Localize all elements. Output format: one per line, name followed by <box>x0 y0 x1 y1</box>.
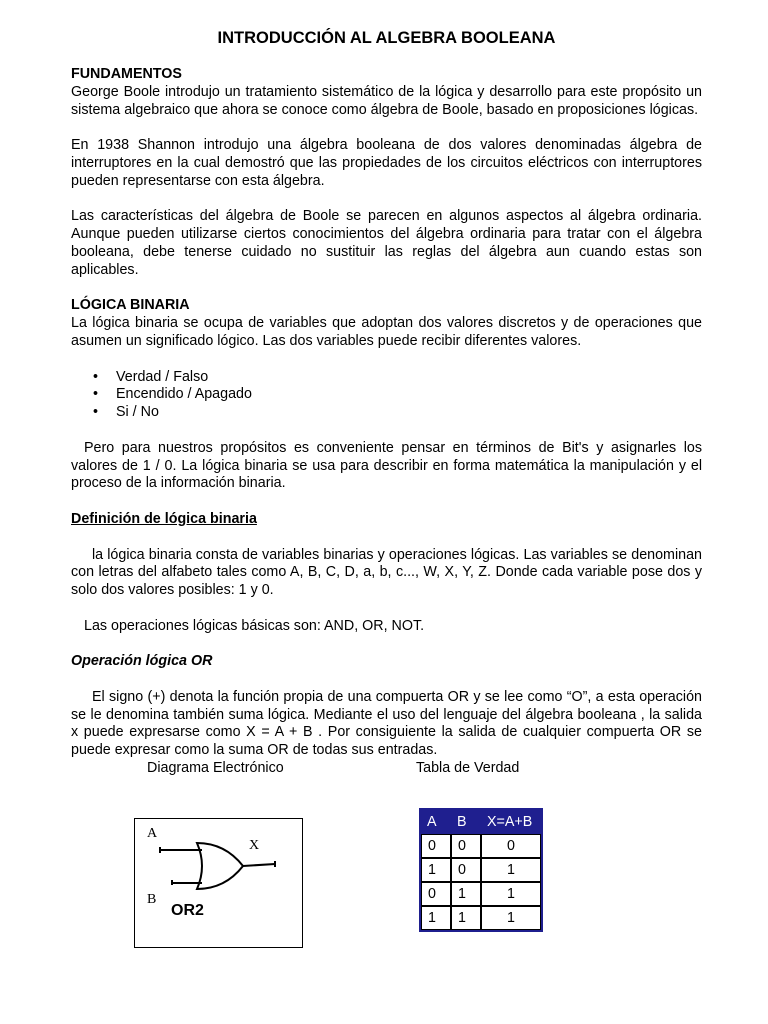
list-item: • Encendido / Apagado <box>116 386 702 404</box>
table-row <box>421 858 541 882</box>
document-page <box>71 28 702 780</box>
paragraph-definicion: la lógica binaria consta de variables binarias y operaciones lógicas. Las variables se denominan con letras del alfabeto tales como A, B, C, D, a, b, c..., W, X, Y, Z. Donde cada variable pose dos y solo dos valores posibles: 1 y 0. <box>71 546 702 599</box>
header-x: X=A+B <box>481 810 541 834</box>
cell-x: 0 <box>481 834 541 858</box>
list-item: • Si / No <box>116 404 702 422</box>
table-row <box>421 906 541 930</box>
figure-captions <box>71 760 702 780</box>
document-title: INTRODUCCIÓN AL ALGEBRA BOOLEANA <box>217 29 556 47</box>
paragraph-shannon: En 1938 Shannon introdujo una álgebra booleana de dos valores denominadas álgebra de interruptores en la cual demostró que las propiedades de los circuitos eléctricos con interruptores pueden representarse con esta álgebra. <box>71 137 702 189</box>
cell-x: 1 <box>481 882 541 906</box>
section-heading-logica-binaria: LÓGICA BINARIA <box>71 297 190 314</box>
paragraph-bits: Pero para nuestros propósitos es conveniente pensar en términos de Bit's y asignarles los valores de 1 / 0. La lógica binaria se usa para describir en forma matemática la manipulación y el proceso de la información binaria. <box>71 439 702 492</box>
gate-input-b-label: B <box>147 892 157 907</box>
output-wire <box>243 864 275 866</box>
section-heading-definicion: Definición de lógica binaria <box>71 510 257 527</box>
values-list <box>71 369 702 422</box>
paragraph-caracteristicas: Las características del álgebra de Boole se parecen en algunos aspectos al álgebra ordinaria. Aunque pueden utilizarse ciertos conocimientos del álgebra ordinaria para tratar con el álgebra booleana, debe tenerse cuidado no sustituir las reglas del álgebra aun cuando estas son aplicables. <box>71 208 702 278</box>
section-heading-fundamentos: FUNDAMENTOS <box>71 66 182 82</box>
cell-b: 0 <box>451 834 481 858</box>
or-gate-diagram <box>134 818 303 948</box>
table-row <box>421 882 541 906</box>
gate-input-a-label: A <box>147 826 158 841</box>
or-gate-icon <box>135 819 302 947</box>
header-a: A <box>421 810 451 834</box>
cell-b: 1 <box>451 882 481 906</box>
diagram-caption: Diagrama Electrónico <box>147 760 284 777</box>
gate-output-label: X <box>249 838 260 853</box>
paragraph-or: El signo (+) denota la función propia de una compuerta OR y se lee como “O”, a esta operación se le denomina también suma lógica. Mediante el uso del lenguaje del álgebra booleana , la salida x puede expresarse como X = A + B . Por consiguiente la salida de cualquier compuerta OR se puede expresar como la suma OR de todas sus entradas. <box>71 688 702 759</box>
cell-x: 1 <box>481 906 541 930</box>
cell-x: 1 <box>481 858 541 882</box>
gate-name-label: OR2 <box>171 902 204 919</box>
section-heading-or: Operación lógica OR <box>71 653 213 670</box>
paragraph-logica-binaria: La lógica binaria se ocupa de variables que adoptan dos valores discretos y de operaciones que asumen un significado lógico. Las dos variables puede recibir diferentes valores. <box>71 315 702 349</box>
paragraph-operaciones: Las operaciones lógicas básicas son: AND, OR, NOT. <box>84 617 425 634</box>
cell-a: 1 <box>421 858 451 882</box>
cell-b: 0 <box>451 858 481 882</box>
table-caption: Tabla de Verdad <box>416 760 520 777</box>
or-gate-shape <box>197 843 243 889</box>
truth-table <box>419 808 543 932</box>
header-b: B <box>451 810 481 834</box>
cell-a: 0 <box>421 834 451 858</box>
paragraph-boole: George Boole introdujo un tratamiento sistemático de la lógica y desarrollo para este propósito un sistema algebraico que ahora se conoce como álgebra de Boole, basado en proposiciones lógicas. <box>71 83 702 118</box>
truth-table-header <box>421 810 541 834</box>
list-item: • Verdad / Falso <box>116 369 702 387</box>
cell-a: 0 <box>421 882 451 906</box>
cell-b: 1 <box>451 906 481 930</box>
table-row <box>421 834 541 858</box>
cell-a: 1 <box>421 906 451 930</box>
